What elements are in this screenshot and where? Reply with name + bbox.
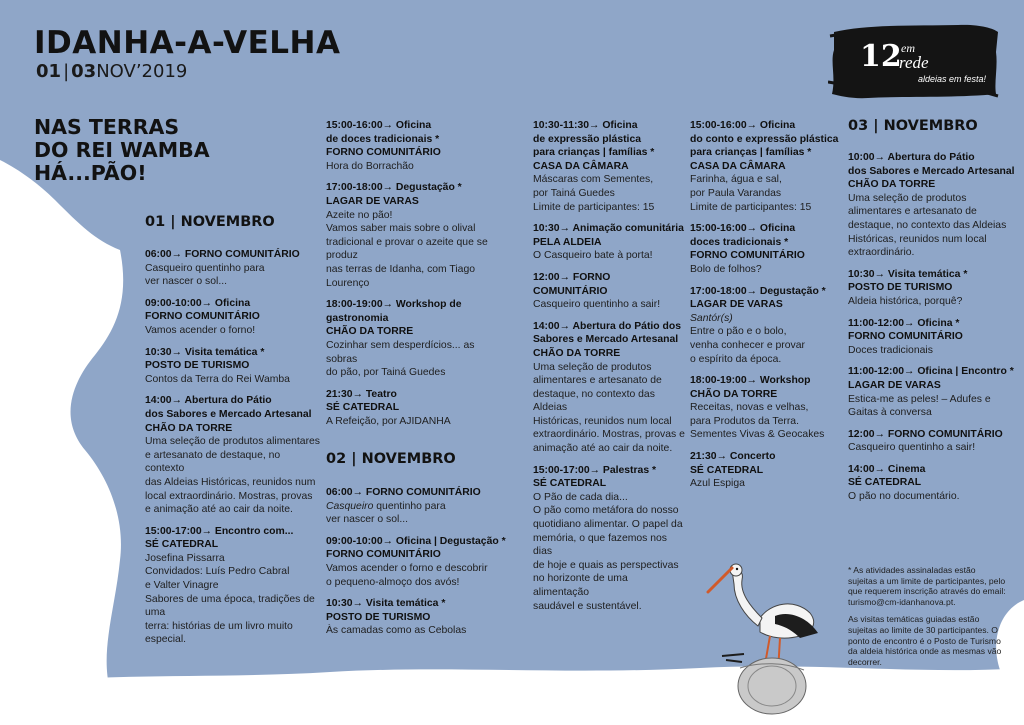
event: 18:00-19:00→ Workshop CHÃO DA TORRE Receitas, novas e velhas, para Produtos da Terra. Sementes Vivas & Geocakes: [690, 375, 825, 441]
event: 09:00-10:00→ Oficina FORNO COMUNITÁRIO Vamos acender o forno!: [145, 297, 260, 336]
event: 06:00→ FORNO COMUNITÁRIO Casqueiro quentinho para ver nascer o sol...: [145, 249, 300, 288]
day1-events: [145, 248, 320, 655]
page-title: IDANHA-A-VELHA: [34, 25, 341, 61]
event-dates: 01 | 03NOV’2019: [36, 61, 188, 82]
event: 12:00→ FORNO COMUNITÁRIO Casqueiro quentinho a sair!: [848, 428, 1003, 454]
day1-heading: 01 | NOVEMBRO: [145, 214, 275, 230]
event: 14:00→ Abertura do Pátio dos Sabores e Mercado Artesanal CHÃO DA TORRE Uma seleção de produtos alimentares e artesanato de destaque, no contexto das Aldeias Históricas, reunidos num local extraordinário. Mostras, provas e animação até ao cair da noite.: [145, 395, 321, 516]
event: 09:00-10:00→ Oficina | Degustação * FORNO COMUNITÁRIO Vamos acender o forno e descobrir o pequeno-almoço dos avós!: [326, 535, 506, 588]
day2-events-continued: [533, 119, 685, 621]
stork-illustration: [700, 548, 825, 718]
day2-events: [326, 486, 506, 646]
event: 10:30→ Animação comunitária PELA ALDEIA O Casqueiro bate à porta!: [533, 223, 684, 262]
event: 11:00-12:00→ Oficina | Encontro * LAGAR DE VARAS Estica-me as peles! – Adufes e Gaitas à conversa: [848, 366, 1014, 419]
event: 15:00-17:00→ Encontro com... SÉ CATEDRAL Josefina Pissarra Convidados: Luís Pedro Cabral e Valter Vinagre Sabores de uma época, tradições de uma terra: histórias de um livro muito especial.: [145, 525, 315, 646]
event: 21:30→ Teatro SÉ CATEDRAL A Refeição, por AJIDANHA: [326, 388, 451, 427]
paper-left-edge: [0, 160, 123, 725]
logo-tagline: aldeias em festa!: [918, 74, 987, 84]
event: 14:00→ Cinema SÉ CATEDRAL O pão no documentário.: [848, 463, 960, 503]
day1-events-continued: [326, 119, 506, 436]
footnotes: [848, 565, 1006, 674]
note-registration: * As atividades assinaladas estão sujeitas a um limite de participantes, pelo que requerem inscrição através do email: turismo@cm-idanhanova.pt.: [848, 565, 1006, 607]
event: 18:00-19:00→ Workshop de gastronomia CHÃO DA TORRE Cozinhar sem desperdícios... as sobras do pão, por Tainá Guedes: [326, 299, 475, 379]
day2-heading: 02 | NOVEMBRO: [326, 451, 456, 467]
logo-rede: rede: [899, 53, 929, 72]
event: 10:00→ Abertura do Pátio dos Sabores e Mercado Artesanal CHÃO DA TORRE Uma seleção de produtos alimentares e artesanato de destaque, no contexto das Aldeias Históricas, reunidos num local extraordinário.: [848, 152, 1015, 259]
paper-bottom-edge: [0, 666, 1024, 725]
note-guided-visits: As visitas temáticas guiadas estão sujeitas ao limite de 30 participantes. O ponto de encontro é o Posto de Turismo da aldeia histórica onde as mesmas vão decorrer.: [848, 614, 1002, 667]
event: 10:30→ Visita temática * POSTO DE TURISMO Às camadas como as Cebolas: [326, 598, 467, 637]
day3-heading: 03 | NOVEMBRO: [848, 118, 978, 134]
event: 14:00→ Abertura do Pátio dos Sabores e Mercado Artesanal CHÃO DA TORRE Uma seleção de produtos alimentares e artesanato de destaque, no contexto das Aldeias Históricas, reunidos num local extraordinário. Mostras, provas e animação até ao cair da noite.: [533, 320, 685, 455]
event: 06:00→ FORNO COMUNITÁRIO Casqueiro quentinho para ver nascer o sol...: [326, 487, 481, 526]
event: 11:00-12:00→ Oficina * FORNO COMUNITÁRIO Doces tradicionais: [848, 317, 963, 356]
day2-events-afternoon: [690, 119, 840, 499]
event: 10:30→ Visita temática * POSTO DE TURISMO Contos da Terra do Rei Wamba: [145, 346, 290, 385]
event: 15:00-16:00→ Oficina doces tradicionais * FORNO COMUNITÁRIO Bolo de folhos?: [690, 223, 805, 275]
event: 15:00-16:00→ Oficina do conto e expressão plástica para crianças | famílias * CASA DA CÂMARA Farinha, água e sal, por Paula Varandas Limite de participantes: 15: [690, 120, 839, 213]
logo-number: 12: [860, 39, 902, 74]
event: 17:00-18:00→ Degustação * LAGAR DE VARAS Azeite no pão! Vamos saber mais sobre o olival tradicional e provar o azeite que se produz nas terras de Idanha, com Tiago Lourenço: [326, 182, 488, 289]
slogan: NAS TERRAS DO REI WAMBA HÁ...PÃO!: [34, 115, 210, 185]
day3-events: [848, 151, 1016, 512]
event: 15:00-16:00→ Oficina de doces tradicionais * FORNO COMUNITÁRIO Hora do Borrachão: [326, 120, 441, 172]
event: 12:00→ FORNO COMUNITÁRIO Casqueiro quentinho a sair!: [533, 271, 661, 311]
logo-em: em: [901, 41, 915, 55]
event: 10:30→ Visita temática * POSTO DE TURISMO Aldeia histórica, porquê?: [848, 268, 968, 307]
event: 21:30→ Concerto SÉ CATEDRAL Azul Espiga: [690, 451, 776, 490]
event: 10:30-11:30→ Oficina de expressão plástica para crianças | famílias * CASA DA CÂMARA Máscaras com Sementes, por Tainá Guedes Limite de participantes: 15: [533, 120, 655, 213]
event: 17:00-18:00→ Degustação * LAGAR DE VARAS Santór(s) Entre o pão e o bolo, venha conhecer e provar o espírito da época.: [690, 285, 826, 365]
event: 15:00-17:00→ Palestras * SÉ CATEDRAL O Pão de cada dia... O pão como metáfora do nosso quotidiano alimentar. O papel da memória, o que fazemos nos dias de hoje e quais as perspectivas no horizonte de uma alimentação saudável e sustentável.: [533, 464, 683, 612]
